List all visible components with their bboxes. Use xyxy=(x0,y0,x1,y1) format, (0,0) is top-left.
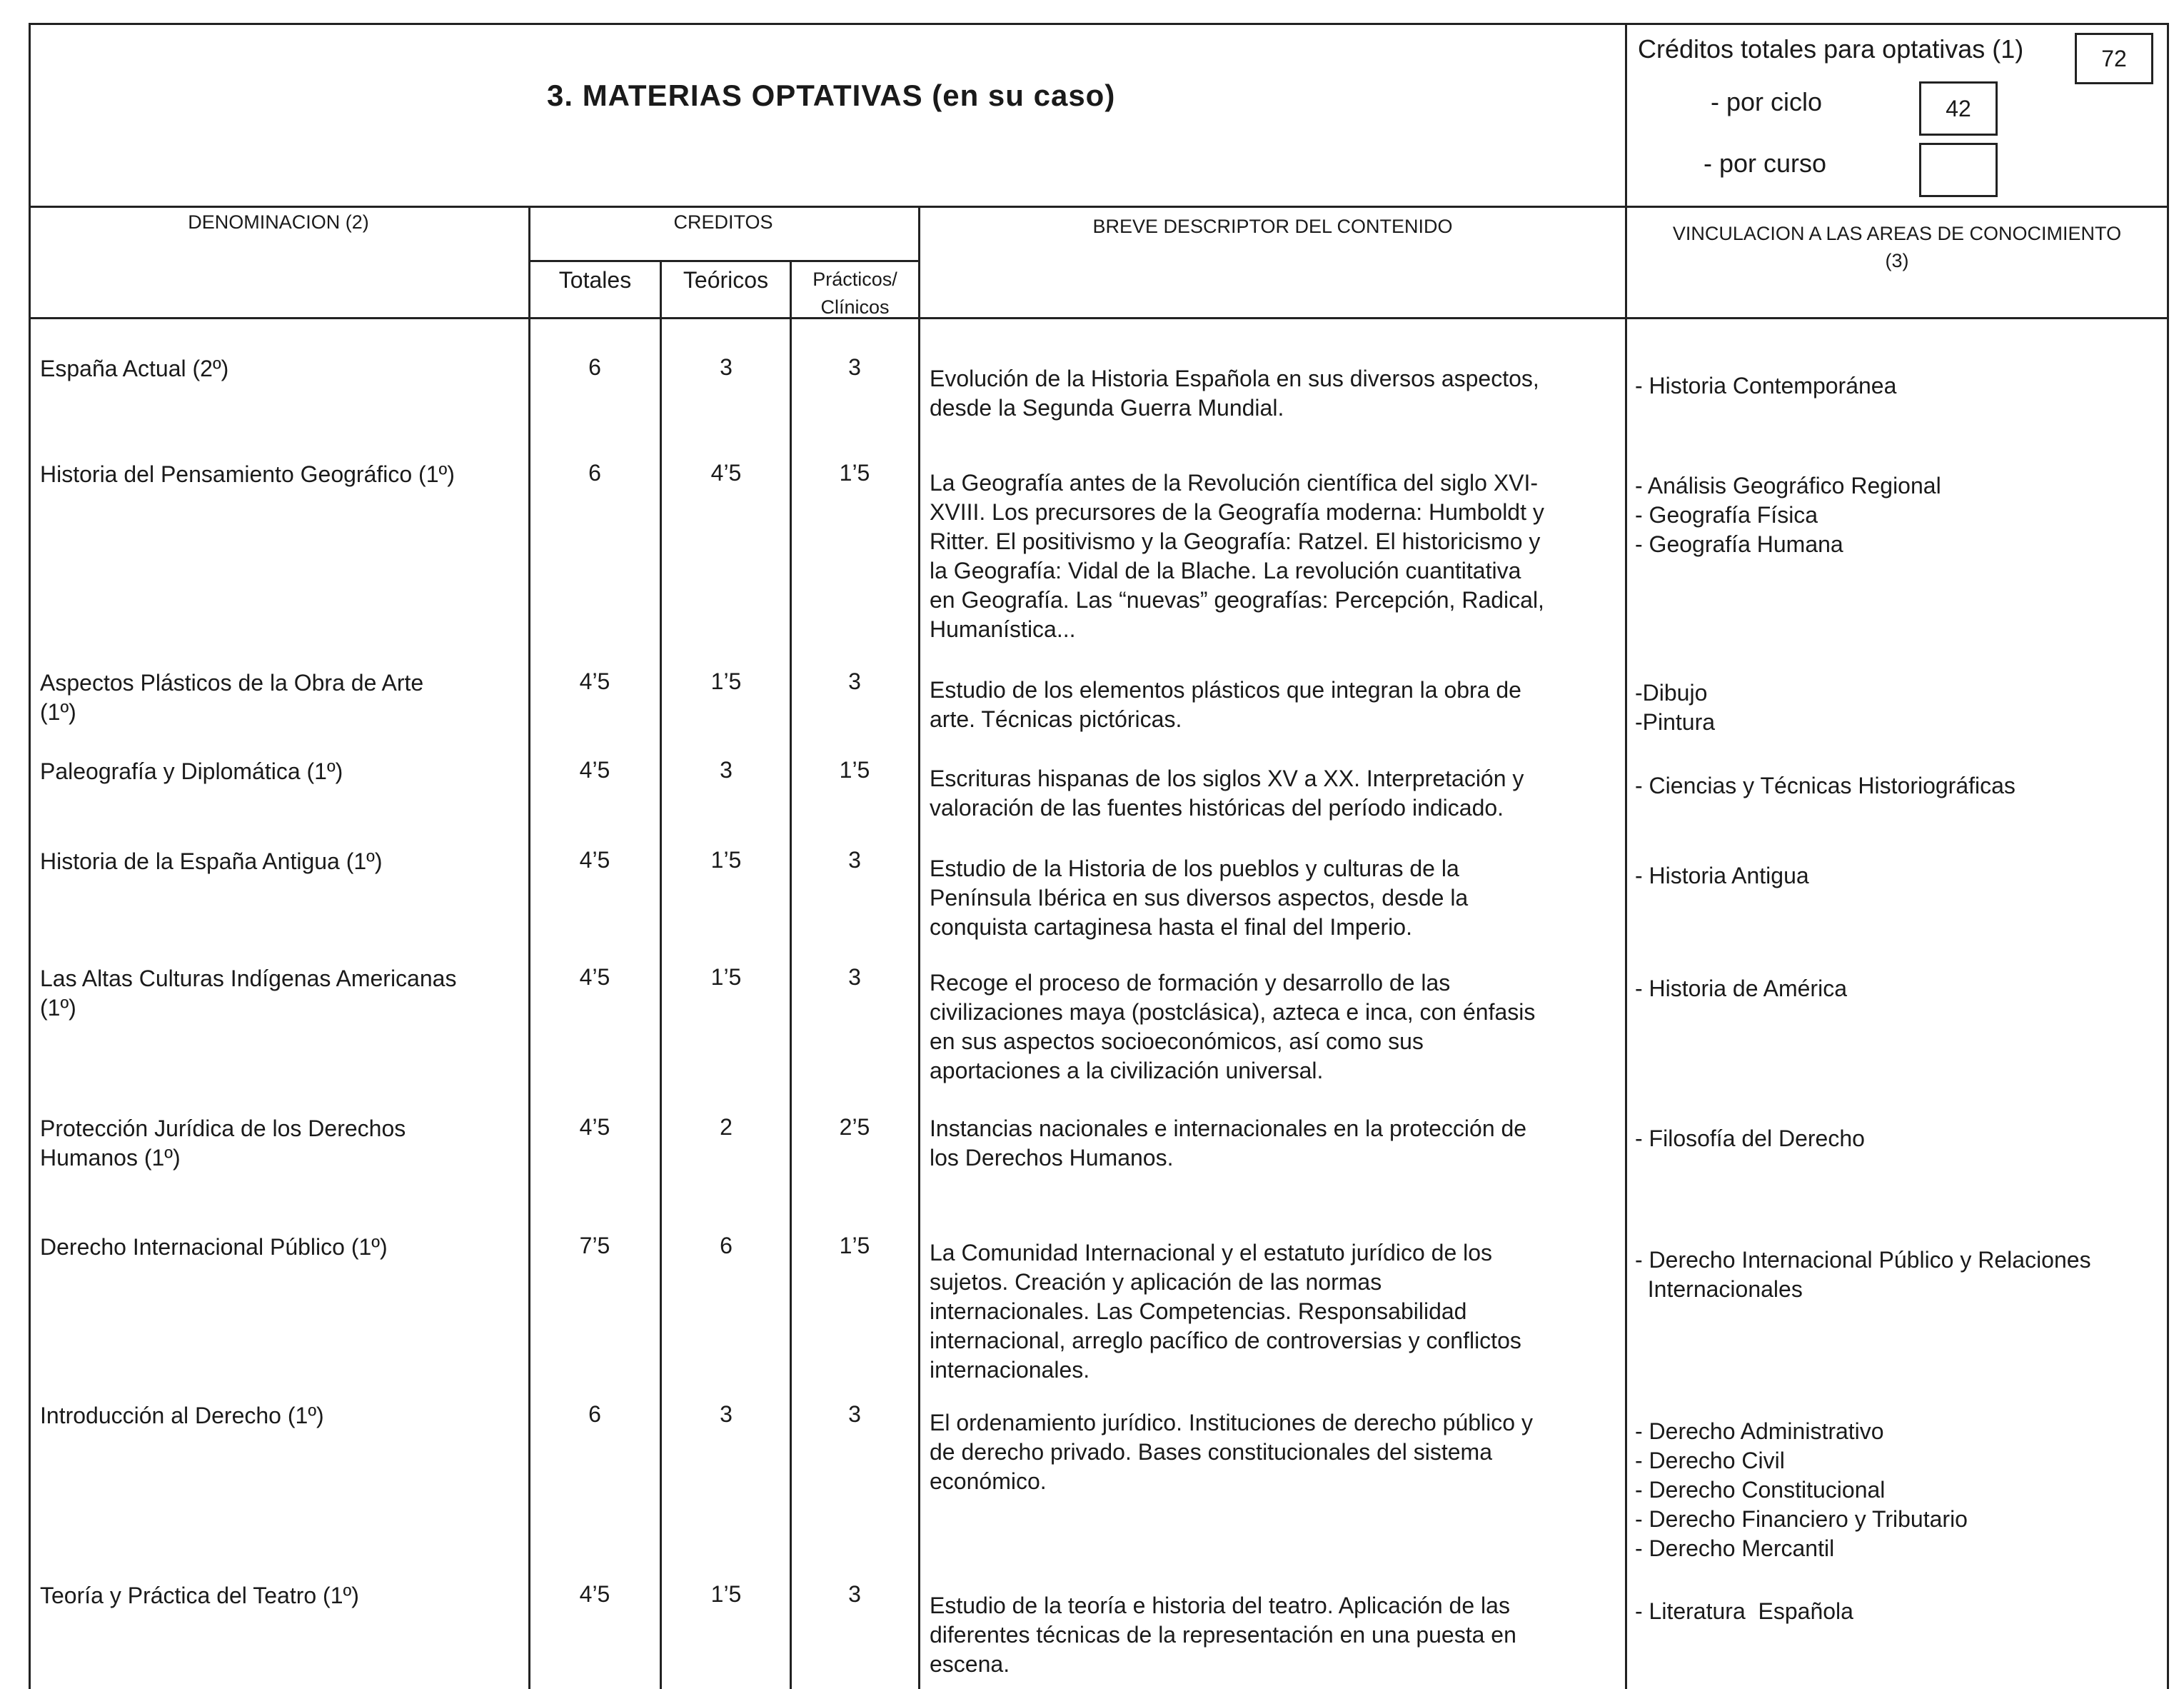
credits-total: 6 xyxy=(588,354,601,380)
course-name xyxy=(40,964,518,1023)
columns-bottom xyxy=(29,317,2169,319)
description-line: Evolución de la Historia Española en sus diversos aspectos, xyxy=(930,366,1539,391)
col-sep-4 xyxy=(918,206,920,1689)
description-line: La Geografía antes de la Revolución científica del siglo XVI- xyxy=(930,470,1539,496)
description-line: Estudio de la teoría e historia del teatro. Aplicación de las xyxy=(930,1593,1510,1618)
description-line: XVIII. Los precursores de la Geografía moderna: Humboldt y xyxy=(930,499,1544,525)
description-line: internacionales. Las Competencias. Responsabilidad xyxy=(930,1298,1467,1324)
credits-total: 4’5 xyxy=(579,964,610,990)
top-border xyxy=(29,23,2169,25)
description-line: económico. xyxy=(930,1468,1047,1494)
description-line: aportaciones a la civilización universal. xyxy=(930,1058,1324,1083)
description-line: sujetos. Creación y aplicación de las normas xyxy=(930,1269,1382,1295)
course-name-line: Teoría y Práctica del Teatro (1º) xyxy=(40,1583,359,1608)
credits-theory: 1’5 xyxy=(710,847,742,873)
course-name-line: España Actual (2º) xyxy=(40,356,229,381)
credits-total: 4’5 xyxy=(579,757,610,783)
col-practicos xyxy=(792,266,918,321)
course-name xyxy=(40,1401,518,1430)
area-item: - Derecho Civil xyxy=(1635,1448,1785,1473)
course-description xyxy=(930,1238,1615,1385)
knowledge-areas xyxy=(1635,371,2163,401)
area-item: - Historia Contemporánea xyxy=(1635,373,1897,399)
area-item: - Historia Antigua xyxy=(1635,863,1809,888)
credits-theory: 3 xyxy=(720,354,733,380)
description-line: de derecho privado. Bases constitucionales del sistema xyxy=(930,1439,1492,1465)
credits-theory: 1’5 xyxy=(710,964,742,990)
description-line: Escrituras hispanas de los siglos XV a XX. Interpretación y xyxy=(930,766,1524,791)
description-line: Península Ibérica en sus diversos aspectos, desde la xyxy=(930,885,1469,911)
knowledge-areas xyxy=(1635,1417,2163,1563)
area-item: - Filosofía del Derecho xyxy=(1635,1126,1865,1151)
course-name xyxy=(40,1581,518,1610)
page-title: 3. MATERIAS OPTATIVAS (en su caso) xyxy=(547,79,1116,112)
per-cycle-box: 42 xyxy=(1919,81,1998,136)
course-name-line: Aspectos Plásticos de la Obra de Arte xyxy=(40,670,424,696)
area-item: - Geografía Humana xyxy=(1635,531,1843,557)
col-teoricos: Teóricos xyxy=(683,267,769,293)
credits-practice: 3 xyxy=(848,354,861,380)
per-cycle-label: - por ciclo xyxy=(1711,87,1823,116)
right-border xyxy=(2167,23,2169,1689)
credits-theory: 6 xyxy=(720,1233,733,1258)
course-name-line: Historia del Pensamiento Geográfico (1º) xyxy=(40,461,455,487)
course-name xyxy=(40,460,518,489)
knowledge-areas xyxy=(1635,974,2163,1003)
course-name-line: Las Altas Culturas Indígenas Americanas xyxy=(40,966,457,991)
description-line: valoración de las fuentes históricas del período indicado. xyxy=(930,795,1504,821)
col-denominacion: DENOMINACION (2) xyxy=(188,211,369,233)
area-item: - Literatura Española xyxy=(1635,1598,1853,1624)
course-name-line: Derecho Internacional Público (1º) xyxy=(40,1234,388,1260)
col-vinculacion xyxy=(1627,220,2167,274)
area-item: - Derecho Administrativo xyxy=(1635,1418,1884,1444)
credits-practice: 3 xyxy=(848,668,861,694)
knowledge-areas xyxy=(1635,1597,2163,1626)
course-description xyxy=(930,364,1615,423)
credits-total: 4’5 xyxy=(579,847,610,873)
description-line: internacional, arreglo pacífico de controversias y conflictos xyxy=(930,1328,1521,1353)
per-course-label: - por curso xyxy=(1704,149,1827,178)
description-line: internacionales. xyxy=(930,1357,1090,1383)
course-name xyxy=(40,1233,518,1262)
description-line: la Geografía: Vidal de la Blache. La revolución cuantitativa xyxy=(930,558,1521,583)
credits-practice: 3 xyxy=(848,847,861,873)
course-name-line: Introducción al Derecho (1º) xyxy=(40,1403,324,1428)
area-item: - Derecho Internacional Público y Relaciones xyxy=(1635,1247,2091,1273)
per-course-box xyxy=(1919,143,1998,197)
credits-practice: 3 xyxy=(848,1581,861,1607)
credits-theory: 3 xyxy=(720,757,733,783)
creditos-divider xyxy=(528,260,918,262)
credits-total: 6 xyxy=(588,460,601,486)
credits-practice: 1’5 xyxy=(839,757,870,783)
knowledge-areas xyxy=(1635,861,2163,891)
area-item: - Ciencias y Técnicas Historiográficas xyxy=(1635,773,2016,798)
credits-total-label: Créditos totales para optativas (1) xyxy=(1638,34,2024,64)
course-description xyxy=(930,1114,1615,1173)
area-item: - Derecho Financiero y Tributario xyxy=(1635,1506,1968,1532)
course-description xyxy=(930,468,1615,644)
col-creditos: CREDITOS xyxy=(673,211,773,233)
course-name xyxy=(40,1114,518,1173)
description-line: arte. Técnicas pictóricas. xyxy=(930,706,1182,732)
course-description xyxy=(930,1591,1615,1679)
description-line: La Comunidad Internacional y el estatuto jurídico de los xyxy=(930,1240,1493,1266)
description-line: Humanística... xyxy=(930,616,1076,642)
left-border xyxy=(29,23,31,1689)
course-description xyxy=(930,676,1615,734)
course-name-line: (1º) xyxy=(40,995,76,1021)
credits-total: 4’5 xyxy=(579,1114,610,1140)
credits-theory: 1’5 xyxy=(710,668,742,694)
col-totales: Totales xyxy=(558,267,632,293)
course-description xyxy=(930,854,1615,942)
description-line: Estudio de los elementos plásticos que integran la obra de xyxy=(930,677,1521,703)
course-name-line: Historia de la España Antigua (1º) xyxy=(40,848,383,874)
col-practicos-line1: Prácticos/ xyxy=(812,269,897,290)
credits-practice: 1’5 xyxy=(839,460,870,486)
description-line: conquista cartaginesa hasta el final del Imperio. xyxy=(930,914,1412,940)
col-vinculacion-line1: VINCULACION A LAS AREAS DE CONOCIMIENTO xyxy=(1672,223,2122,244)
knowledge-areas xyxy=(1635,771,2163,801)
col-sep-1 xyxy=(528,206,530,1689)
knowledge-areas xyxy=(1635,471,2163,559)
credits-theory: 2 xyxy=(720,1114,733,1140)
col-practicos-line2: Clínicos xyxy=(820,296,890,318)
credits-theory: 3 xyxy=(720,1401,733,1427)
description-line: desde la Segunda Guerra Mundial. xyxy=(930,395,1284,421)
course-description xyxy=(930,1408,1615,1496)
description-line: escena. xyxy=(930,1651,1010,1677)
course-name xyxy=(40,668,518,727)
credits-practice: 3 xyxy=(848,1401,861,1427)
area-item: - Historia de América xyxy=(1635,976,1847,1001)
knowledge-areas xyxy=(1635,1124,2163,1153)
header-divider xyxy=(29,206,2169,208)
course-description xyxy=(930,764,1615,823)
description-line: diferentes técnicas de la representación en una puesta en xyxy=(930,1622,1516,1648)
knowledge-areas xyxy=(1635,1246,2163,1304)
area-item: - Análisis Geográfico Regional xyxy=(1635,473,1941,498)
col-descriptor: BREVE DESCRIPTOR DEL CONTENIDO xyxy=(1092,216,1453,237)
area-item: - Derecho Constitucional xyxy=(1635,1477,1886,1503)
description-line: los Derechos Humanos. xyxy=(930,1145,1174,1171)
course-name-line: Paleografía y Diplomática (1º) xyxy=(40,758,343,784)
credits-practice: 2’5 xyxy=(839,1114,870,1140)
description-line: Ritter. El positivismo y la Geografía: Ratzel. El historicismo y xyxy=(930,528,1541,554)
course-description xyxy=(930,968,1615,1086)
description-line: en sus aspectos socioeconómicos, así como sus xyxy=(930,1028,1424,1054)
description-line: Instancias nacionales e internacionales en la protección de xyxy=(930,1116,1527,1141)
credits-total: 6 xyxy=(588,1401,601,1427)
area-item: -Pintura xyxy=(1635,709,1716,735)
description-line: Recoge el proceso de formación y desarrollo de las xyxy=(930,970,1451,996)
description-line: Estudio de la Historia de los pueblos y culturas de la xyxy=(930,856,1459,881)
area-item: Internacionales xyxy=(1635,1276,1803,1302)
credits-practice: 1’5 xyxy=(839,1233,870,1258)
description-line: en Geografía. Las “nuevas” geografías: Percepción, Radical, xyxy=(930,587,1544,613)
credits-total: 4’5 xyxy=(579,1581,610,1607)
course-name xyxy=(40,847,518,876)
col-vinculacion-line2: (3) xyxy=(1885,250,1909,271)
course-name xyxy=(40,354,518,384)
description-line: civilizaciones maya (postclásica), azteca e inca, con énfasis xyxy=(930,999,1536,1025)
course-name xyxy=(40,757,518,786)
credits-total: 4’5 xyxy=(579,668,610,694)
credits-theory: 1’5 xyxy=(710,1581,742,1607)
area-item: - Derecho Mercantil xyxy=(1635,1535,1835,1561)
course-name-line: Protección Jurídica de los Derechos xyxy=(40,1116,406,1141)
area-item: -Dibujo xyxy=(1635,680,1708,706)
knowledge-areas xyxy=(1635,678,2163,737)
credits-practice: 3 xyxy=(848,964,861,990)
credits-theory: 4’5 xyxy=(710,460,742,486)
credits-total-box: 72 xyxy=(2075,33,2153,84)
course-name-line: (1º) xyxy=(40,699,76,725)
course-name-line: Humanos (1º) xyxy=(40,1145,181,1171)
area-item: - Geografía Física xyxy=(1635,502,1818,528)
description-line: El ordenamiento jurídico. Instituciones de derecho público y xyxy=(930,1410,1533,1435)
credits-total: 7’5 xyxy=(579,1233,610,1258)
